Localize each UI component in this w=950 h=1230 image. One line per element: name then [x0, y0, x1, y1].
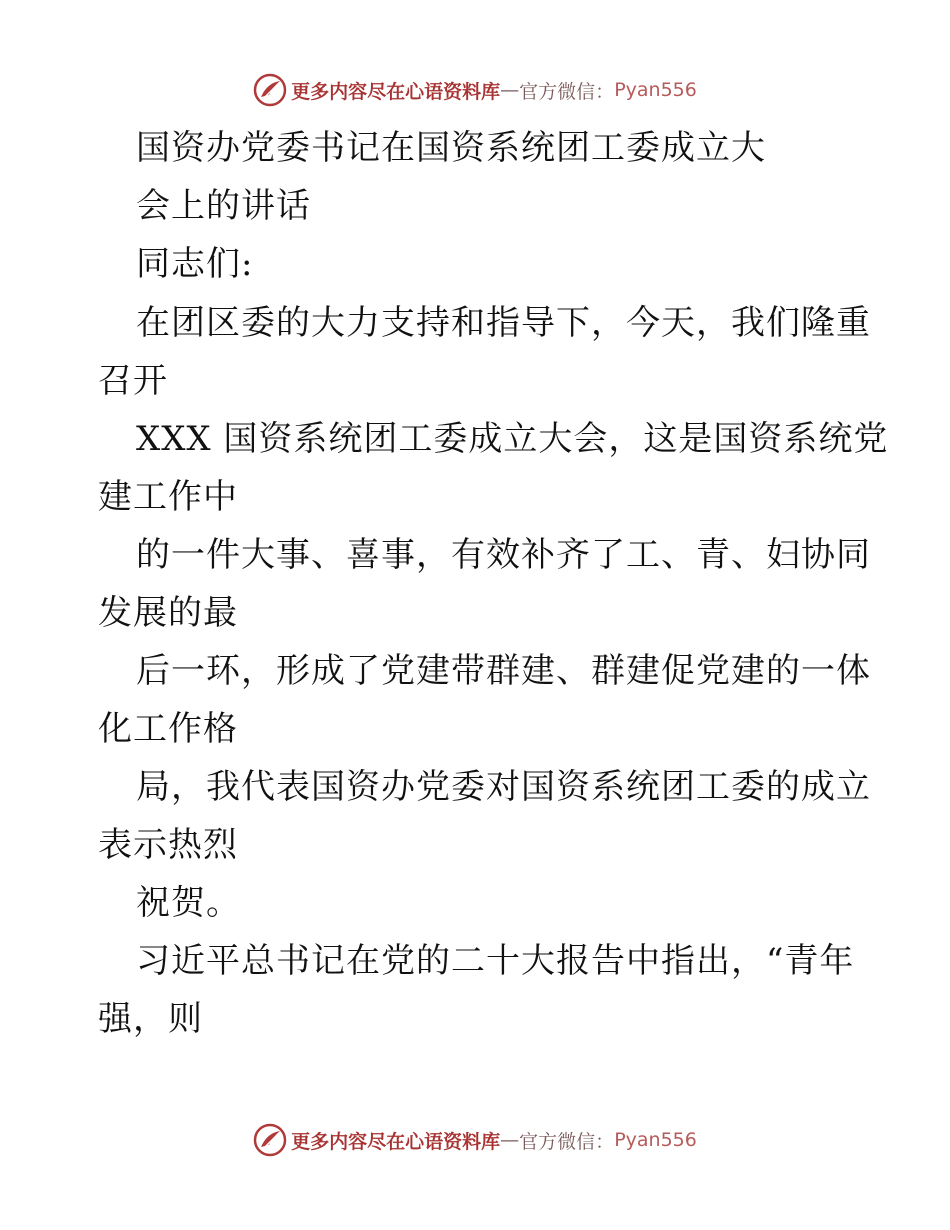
- document-title-line-2: 会上的讲话: [136, 186, 311, 226]
- logo-icon: [253, 73, 287, 107]
- header-banner: [0, 70, 950, 110]
- salutation: 同志们:: [136, 244, 254, 284]
- logo-icon: [253, 1123, 287, 1157]
- banner-sub-text: 官方微信：: [519, 80, 615, 103]
- body-line: XXX 国资系统团工委成立大会，这是国资系统党: [136, 419, 889, 459]
- banner-wechat-id: Pyan556: [614, 1129, 697, 1151]
- body-line: 后一环，形成了党建带群建、群建促党建的一体: [136, 651, 871, 691]
- body-line: 的一件大事、喜事，有效补齐了工、青、妇协同: [136, 535, 871, 575]
- banner-wechat-id: Pyan556: [614, 79, 697, 101]
- body-line: 习近平总书记在党的二十大报告中指出，“青年: [136, 941, 855, 981]
- banner-main-text: 更多内容尽在心语资料库: [291, 80, 501, 103]
- body-line: 祝贺。: [136, 883, 241, 923]
- body-line: 化工作格: [98, 709, 238, 749]
- body-line: 召开: [98, 361, 168, 401]
- banner-dash: —: [500, 79, 520, 101]
- body-line: 发展的最: [98, 593, 238, 633]
- footer-banner: [0, 1120, 950, 1160]
- banner-dash: —: [500, 1129, 520, 1151]
- body-line: 强，则: [98, 999, 203, 1039]
- banner-main-text: 更多内容尽在心语资料库: [291, 1130, 501, 1153]
- banner-sub-text: 官方微信：: [519, 1130, 615, 1153]
- body-line: 局，我代表国资办党委对国资系统团工委的成立: [136, 767, 871, 807]
- body-line: 表示热烈: [98, 825, 238, 865]
- body-line: 建工作中: [98, 477, 238, 517]
- document-title-line-1: 国资办党委书记在国资系统团工委成立大: [136, 128, 766, 168]
- body-line: 在团区委的大力支持和指导下，今天，我们隆重: [136, 303, 871, 343]
